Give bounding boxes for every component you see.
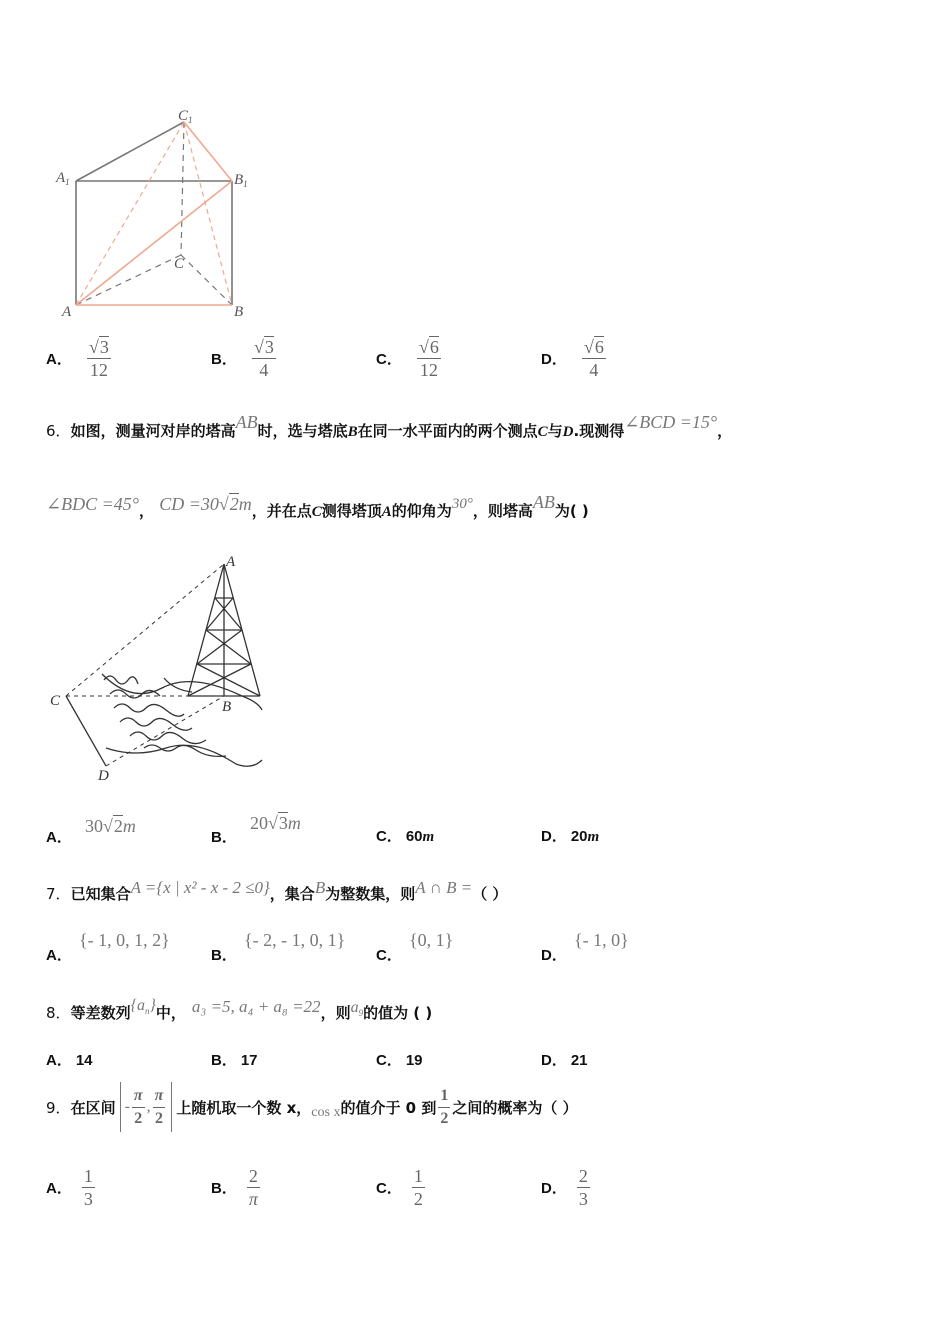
option-fraction: $\frac{√6}{4}$ — [583, 337, 604, 380]
q6-option-c[interactable]: C． 60m — [376, 828, 435, 845]
q8-option-b[interactable]: B． 17 — [211, 1052, 258, 1069]
option-value: {- 1, 0} — [573, 930, 629, 950]
label-b: B — [222, 699, 232, 715]
option-letter: A． — [46, 829, 72, 846]
option-letter: D． — [541, 351, 567, 368]
q8-option-c[interactable]: C． 19 — [376, 1052, 423, 1069]
option-fraction: $\frac{2}{3}$ — [578, 1166, 588, 1209]
option-value: {0, 1} — [408, 930, 454, 950]
q9-stem: 9． 在区间 - $\frac{\pi}{2}$ , $\frac{\pi}{2}$ 上随机取一个数 x， cos x 的值介于 0 到 $\frac{1}{2}$ 之间的概率为（ ） — [46, 1082, 578, 1132]
option-fraction: $\frac{1}{2}$ — [413, 1166, 423, 1209]
label-c1: $C_1$ — [178, 108, 193, 125]
question-number: 6． — [46, 422, 71, 440]
q5-option-c[interactable] — [376, 336, 441, 381]
option-value: {- 1, 0, 1, 2} — [78, 930, 170, 950]
option-letter: D． — [541, 947, 567, 964]
q5-option-a[interactable] — [46, 336, 111, 381]
question-number: 9． — [46, 1098, 71, 1117]
prism-figure — [50, 100, 270, 330]
option-fraction: $\frac{1}{3}$ — [83, 1166, 93, 1209]
option-letter: B． — [211, 947, 237, 964]
option-letter: C． — [376, 1180, 402, 1197]
q9-option-b[interactable] — [211, 1165, 260, 1210]
label-a: A — [226, 554, 236, 570]
option-letter: B． — [211, 1180, 237, 1197]
option-letter: D． — [541, 1180, 567, 1197]
q5-option-b[interactable] — [211, 336, 276, 381]
q7-option-c[interactable] — [376, 930, 454, 964]
q6-option-b[interactable] — [211, 813, 301, 846]
label-a: A — [62, 304, 72, 320]
q6-option-a[interactable] — [46, 816, 136, 846]
q6-line-2: ∠BDC =45°， CD =30√2m，并在点C测得塔顶A的仰角为30°，则塔高AB为( ) — [46, 492, 589, 520]
q5-option-d[interactable] — [541, 336, 606, 381]
option-letter: A． — [46, 947, 72, 964]
option-letter: A． — [46, 351, 72, 368]
option-value: {- 2, - 1, 0, 1} — [243, 930, 346, 950]
option-letter: C． — [376, 351, 402, 368]
option-letter: A． — [46, 1180, 72, 1197]
option-letter: C． — [376, 947, 402, 964]
option-value: 20√3m — [249, 813, 301, 833]
option-letter: B． — [211, 829, 237, 846]
question-number: 7． — [46, 885, 71, 903]
q9-option-d[interactable] — [541, 1165, 590, 1210]
q8-option-d[interactable]: D． 21 — [541, 1052, 588, 1069]
q7-option-b[interactable] — [211, 930, 346, 964]
half-fraction: $\frac{1}{2}$ — [440, 1086, 449, 1127]
label-a1: $A_1$ — [56, 170, 70, 187]
q9-option-a[interactable] — [46, 1165, 95, 1210]
q9-option-c[interactable] — [376, 1165, 425, 1210]
interval: - $\frac{\pi}{2}$ , $\frac{\pi}{2}$ — [120, 1082, 173, 1132]
option-fraction: $\frac{√3}{4}$ — [253, 337, 274, 380]
q8-stem: 8．等差数列$\{a_n\}$中， a₃ =5, a₄ + a₈ =22，则$a_9$的值为 ( ) — [46, 997, 433, 1022]
option-value: 30√2m — [84, 816, 136, 836]
option-letter: B． — [211, 351, 237, 368]
q7-option-d[interactable] — [541, 930, 629, 964]
label-c: C — [50, 693, 61, 709]
label-b1: $B_1$ — [234, 172, 248, 189]
q7-stem: 7．已知集合A ={x | x² - x - 2 ≤0}，集合B为整数集，则A ∩ B =（ ） — [46, 878, 508, 903]
q6-option-d[interactable]: D． 20m — [541, 828, 600, 845]
label-b: B — [234, 304, 244, 320]
q7-option-a[interactable] — [46, 930, 170, 964]
label-d: D — [98, 768, 109, 784]
option-fraction: $\frac{√3}{12}$ — [88, 337, 109, 380]
option-fraction: $\frac{2}{\pi}$ — [248, 1166, 258, 1209]
tower-figure — [44, 548, 274, 788]
q8-option-a[interactable]: A． 14 — [46, 1052, 93, 1069]
question-number: 8． — [46, 1004, 71, 1022]
label-c: C — [174, 256, 185, 272]
option-fraction: $\frac{√6}{12}$ — [418, 337, 439, 380]
q6-line-1: 6．如图，测量河对岸的塔高AB时，选与塔底B在同一水平面内的两个测点C与D.现测得∠BCD =15°， — [46, 412, 733, 440]
